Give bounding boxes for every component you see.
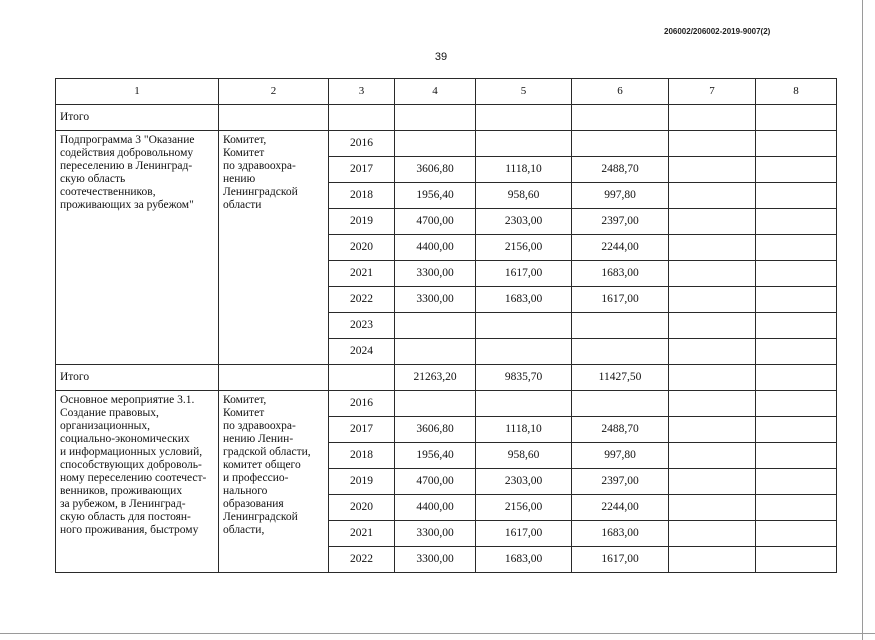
col5-cell: 2303,00	[476, 209, 572, 235]
col6-cell: 2397,00	[572, 209, 669, 235]
table-row	[56, 131, 837, 157]
empty-cell	[669, 365, 756, 391]
col6-cell: 2244,00	[572, 495, 669, 521]
empty-cell	[669, 495, 756, 521]
subprogram-total-col5: 9835,70	[476, 365, 572, 391]
empty-cell	[756, 209, 837, 235]
col5-cell	[476, 131, 572, 157]
empty-cell	[756, 105, 837, 131]
year-cell: 2017	[329, 417, 395, 443]
empty-cell	[669, 469, 756, 495]
empty-cell	[756, 235, 837, 261]
total-cell: 3300,00	[395, 287, 476, 313]
document-id: 206002/206002-2019-9007(2)	[664, 27, 771, 36]
col5-cell: 1683,00	[476, 547, 572, 573]
table-row	[56, 391, 837, 417]
col6-cell: 997,80	[572, 443, 669, 469]
empty-cell	[572, 105, 669, 131]
year-cell: 2020	[329, 495, 395, 521]
col5-cell: 2156,00	[476, 495, 572, 521]
total-cell	[395, 339, 476, 365]
empty-cell	[219, 105, 329, 131]
total-cell	[395, 313, 476, 339]
empty-cell	[756, 417, 837, 443]
col5-cell: 958,60	[476, 183, 572, 209]
header-cell: 3	[329, 79, 395, 105]
empty-cell	[669, 131, 756, 157]
col5-cell: 958,60	[476, 443, 572, 469]
total-cell: 4700,00	[395, 469, 476, 495]
col6-cell	[572, 391, 669, 417]
empty-cell	[756, 365, 837, 391]
year-cell: 2022	[329, 287, 395, 313]
budget-table	[55, 78, 837, 573]
empty-cell	[756, 157, 837, 183]
total-cell: 4400,00	[395, 235, 476, 261]
col6-cell: 1683,00	[572, 261, 669, 287]
year-cell: 2018	[329, 443, 395, 469]
empty-cell	[329, 365, 395, 391]
header-cell: 1	[56, 79, 219, 105]
year-cell: 2019	[329, 209, 395, 235]
col5-cell: 2156,00	[476, 235, 572, 261]
empty-cell	[669, 547, 756, 573]
col6-cell	[572, 131, 669, 157]
page-number: 39	[434, 51, 448, 63]
measure-section	[56, 391, 837, 573]
subprogram-total-label: Итого	[56, 365, 219, 391]
top-total-label: Итого	[56, 105, 219, 131]
empty-cell	[756, 261, 837, 287]
empty-cell	[756, 469, 837, 495]
year-cell: 2022	[329, 547, 395, 573]
scan-edge-bottom	[0, 633, 875, 634]
col5-cell: 1617,00	[476, 521, 572, 547]
empty-cell	[756, 313, 837, 339]
empty-cell	[669, 339, 756, 365]
subprogram-name: Подпрограмма 3 "Оказание содействия добровольному переселению в Ленинград- скую область соотечественников, проживающих за рубежом"	[60, 134, 195, 211]
header-cell: 5	[476, 79, 572, 105]
year-cell: 2021	[329, 261, 395, 287]
total-cell	[395, 391, 476, 417]
empty-cell	[329, 105, 395, 131]
empty-cell	[756, 547, 837, 573]
total-cell: 4400,00	[395, 495, 476, 521]
scan-edge-right	[862, 0, 863, 640]
year-cell: 2023	[329, 313, 395, 339]
total-cell: 3300,00	[395, 261, 476, 287]
col6-cell: 997,80	[572, 183, 669, 209]
year-cell: 2018	[329, 183, 395, 209]
measure-executor-cell	[219, 391, 329, 573]
empty-cell	[395, 105, 476, 131]
table-row	[56, 105, 837, 131]
col6-cell	[572, 313, 669, 339]
col5-cell: 1683,00	[476, 287, 572, 313]
total-cell: 3606,80	[395, 157, 476, 183]
total-cell: 1956,40	[395, 183, 476, 209]
header-cell: 2	[219, 79, 329, 105]
col5-cell	[476, 339, 572, 365]
col6-cell: 2244,00	[572, 235, 669, 261]
total-cell: 3300,00	[395, 521, 476, 547]
empty-cell	[669, 157, 756, 183]
empty-cell	[669, 313, 756, 339]
col5-cell: 1617,00	[476, 261, 572, 287]
year-cell: 2020	[329, 235, 395, 261]
subprogram-name-cell	[56, 131, 219, 365]
year-cell: 2019	[329, 469, 395, 495]
subprogram-total-row	[56, 365, 837, 391]
col5-cell: 2303,00	[476, 469, 572, 495]
empty-cell	[669, 183, 756, 209]
empty-cell	[756, 521, 837, 547]
empty-cell	[669, 261, 756, 287]
empty-cell	[756, 495, 837, 521]
header-row	[56, 79, 837, 105]
col5-cell: 1118,10	[476, 417, 572, 443]
subprogram-executor: Комитет, Комитет по здравоохра- нению Ленинградской области	[223, 134, 298, 211]
col6-cell: 2488,70	[572, 417, 669, 443]
measure-name: Основное мероприятие 3.1. Создание правовых, организационных, социально-экономических и информационных условий, способствующих доброволь- ному переселению соотечест- венников, проживающих за рубежом, в Ленинград- скую область для постоян- ного проживания, быстрому	[60, 394, 207, 536]
empty-cell	[669, 391, 756, 417]
table-body	[56, 79, 837, 131]
col5-cell	[476, 313, 572, 339]
col6-cell: 1617,00	[572, 547, 669, 573]
empty-cell	[669, 417, 756, 443]
col6-cell	[572, 339, 669, 365]
year-cell: 2024	[329, 339, 395, 365]
empty-cell	[756, 339, 837, 365]
empty-cell	[219, 365, 329, 391]
empty-cell	[756, 131, 837, 157]
subprogram-total-section	[56, 365, 837, 391]
header-cell: 8	[756, 79, 837, 105]
empty-cell	[756, 443, 837, 469]
year-cell: 2016	[329, 131, 395, 157]
col5-cell: 1118,10	[476, 157, 572, 183]
empty-cell	[669, 521, 756, 547]
subprogram-section	[56, 131, 837, 365]
empty-cell	[476, 105, 572, 131]
year-cell: 2016	[329, 391, 395, 417]
total-cell: 3300,00	[395, 547, 476, 573]
empty-cell	[669, 105, 756, 131]
empty-cell	[669, 209, 756, 235]
total-cell: 3606,80	[395, 417, 476, 443]
year-cell: 2017	[329, 157, 395, 183]
subprogram-executor-cell	[219, 131, 329, 365]
col5-cell	[476, 391, 572, 417]
total-cell: 1956,40	[395, 443, 476, 469]
measure-name-cell	[56, 391, 219, 573]
year-cell: 2021	[329, 521, 395, 547]
header-cell: 4	[395, 79, 476, 105]
empty-cell	[669, 287, 756, 313]
col6-cell: 2397,00	[572, 469, 669, 495]
header-cell: 6	[572, 79, 669, 105]
col6-cell: 2488,70	[572, 157, 669, 183]
empty-cell	[669, 235, 756, 261]
empty-cell	[756, 183, 837, 209]
empty-cell	[756, 391, 837, 417]
subprogram-total-col6: 11427,50	[572, 365, 669, 391]
empty-cell	[669, 443, 756, 469]
empty-cell	[756, 287, 837, 313]
total-cell: 4700,00	[395, 209, 476, 235]
header-cell: 7	[669, 79, 756, 105]
measure-executor: Комитет, Комитет по здравоохра- нению Ленин- градской области, комитет общего и профессио- нального образования Ленинградской области,	[223, 394, 311, 536]
col6-cell: 1617,00	[572, 287, 669, 313]
subprogram-total-value: 21263,20	[395, 365, 476, 391]
total-cell	[395, 131, 476, 157]
col6-cell: 1683,00	[572, 521, 669, 547]
